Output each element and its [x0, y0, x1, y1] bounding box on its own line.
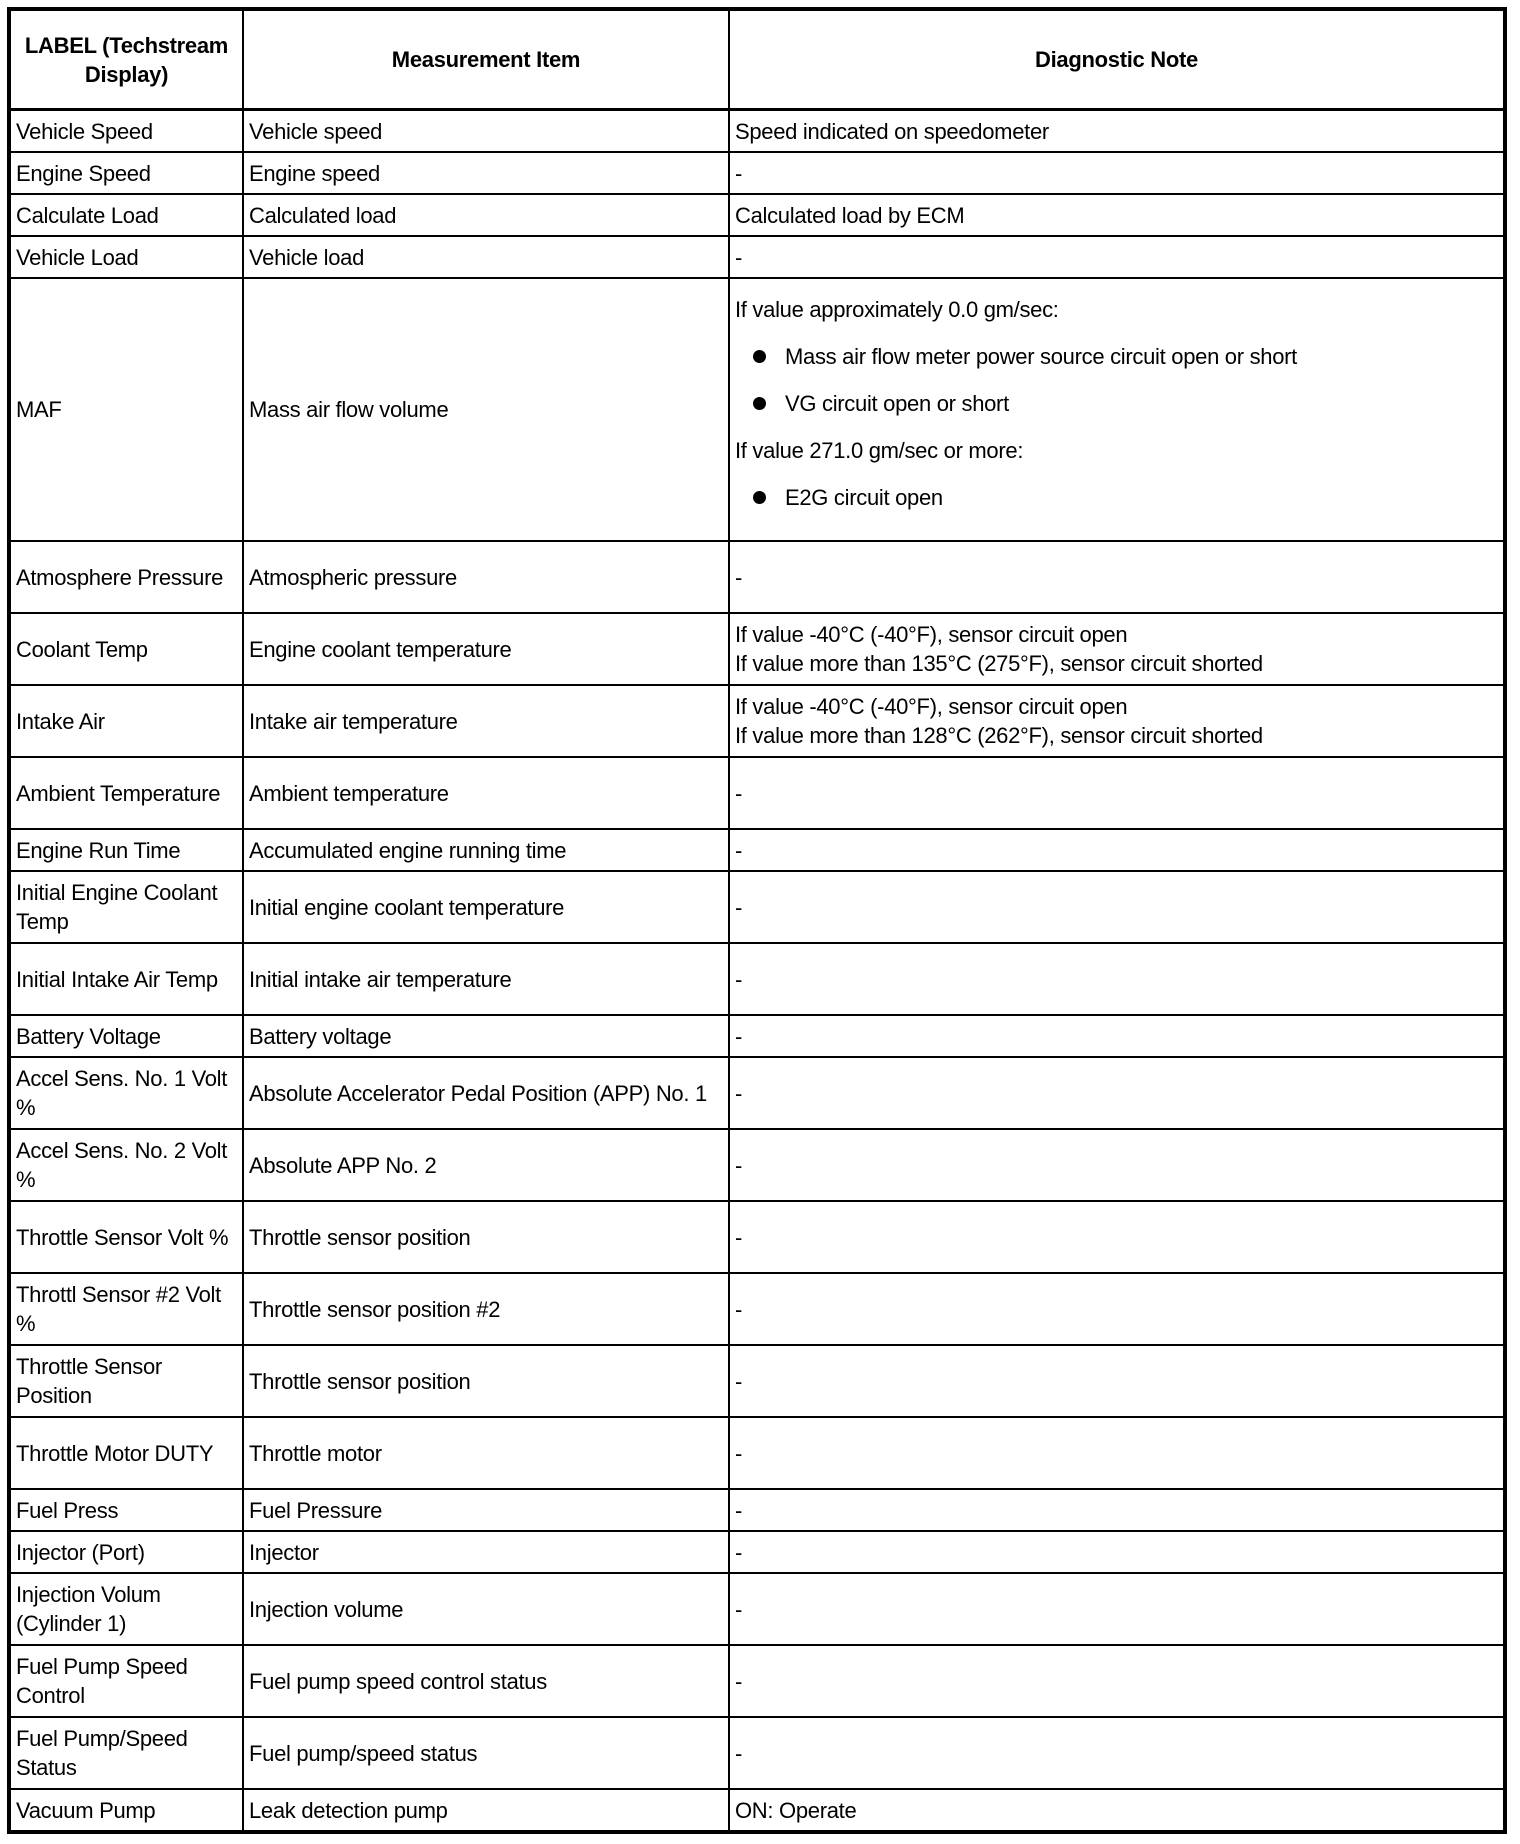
bullet-icon — [753, 350, 766, 363]
cell-diagnostic-note — [729, 757, 1505, 829]
header-label: LABEL (Techstream Display) — [9, 9, 243, 110]
cell-measurement-item: Injector — [243, 1531, 729, 1573]
note-line: - — [735, 244, 743, 270]
header-diagnostic-note: Diagnostic Note — [729, 9, 1505, 110]
table-row — [9, 1057, 1505, 1129]
cell-diagnostic-note — [729, 236, 1505, 278]
cell-label: Ambient Temperature — [9, 757, 243, 829]
table-row — [9, 1345, 1505, 1417]
table-row — [9, 871, 1505, 943]
table-row — [9, 152, 1505, 194]
cell-label: Intake Air — [9, 685, 243, 757]
cell-label: Fuel Press — [9, 1489, 243, 1531]
cell-label: Engine Run Time — [9, 829, 243, 871]
table-row — [9, 1273, 1505, 1345]
cell-label: Fuel Pump Speed Control — [9, 1645, 243, 1717]
table-row — [9, 757, 1505, 829]
note-line: - — [735, 837, 743, 863]
note-line: - — [735, 1296, 743, 1322]
cell-measurement-item: Injection volume — [243, 1573, 729, 1645]
cell-diagnostic-note — [729, 613, 1505, 685]
table-row — [9, 613, 1505, 685]
note-line: - — [735, 780, 743, 806]
data-list-table — [7, 7, 1507, 1834]
cell-diagnostic-note — [729, 110, 1505, 153]
cell-measurement-item: Fuel Pressure — [243, 1489, 729, 1531]
note-line: - — [735, 1368, 743, 1394]
cell-diagnostic-note — [729, 1789, 1505, 1832]
cell-measurement-item: Absolute Accelerator Pedal Position (APP) No. 1 — [243, 1057, 729, 1129]
cell-measurement-item: Engine speed — [243, 152, 729, 194]
note-bullet-item — [753, 483, 1498, 512]
cell-diagnostic-note — [729, 1345, 1505, 1417]
note-line: - — [735, 1440, 743, 1466]
cell-diagnostic-note — [729, 1201, 1505, 1273]
cell-measurement-item: Battery voltage — [243, 1015, 729, 1057]
cell-diagnostic-note — [729, 1573, 1505, 1645]
note-bullet-item — [753, 342, 1498, 371]
cell-measurement-item: Fuel pump/speed status — [243, 1717, 729, 1789]
note-line: - — [735, 894, 743, 920]
cell-diagnostic-note — [729, 1057, 1505, 1129]
cell-measurement-item: Atmospheric pressure — [243, 541, 729, 613]
note-line: - — [735, 1080, 743, 1106]
note-line: - — [735, 1497, 743, 1523]
cell-measurement-item: Intake air temperature — [243, 685, 729, 757]
note-line: If value -40°C (-40°F), sensor circuit open — [735, 694, 1128, 719]
cell-label: Vehicle Load — [9, 236, 243, 278]
cell-diagnostic-note — [729, 685, 1505, 757]
note-line: - — [735, 564, 743, 590]
cell-measurement-item: Vehicle load — [243, 236, 729, 278]
cell-diagnostic-note — [729, 1015, 1505, 1057]
cell-diagnostic-note — [729, 152, 1505, 194]
table-row — [9, 194, 1505, 236]
cell-measurement-item: Leak detection pump — [243, 1789, 729, 1832]
table-row — [9, 1417, 1505, 1489]
note-text: If value 271.0 gm/sec or more: — [735, 438, 1024, 463]
cell-label: Throttle Sensor Position — [9, 1345, 243, 1417]
cell-label: Coolant Temp — [9, 613, 243, 685]
note-line: - — [735, 1740, 743, 1766]
table-row — [9, 1645, 1505, 1717]
note-line: If value more than 135°C (275°F), sensor circuit shorted — [735, 651, 1263, 676]
cell-label: Engine Speed — [9, 152, 243, 194]
cell-diagnostic-note — [729, 1531, 1505, 1573]
note-line: If value more than 128°C (262°F), sensor circuit shorted — [735, 723, 1263, 748]
cell-label: Vehicle Speed — [9, 110, 243, 153]
cell-label: Atmosphere Pressure — [9, 541, 243, 613]
note-line: If value -40°C (-40°F), sensor circuit open — [735, 622, 1128, 647]
header-row — [9, 9, 1505, 110]
cell-measurement-item: Throttle sensor position — [243, 1201, 729, 1273]
note-line: ON: Operate — [735, 1797, 857, 1823]
note-text: E2G circuit open — [785, 485, 943, 510]
note-line: - — [735, 1596, 743, 1622]
cell-diagnostic-note — [729, 829, 1505, 871]
table-row — [9, 110, 1505, 153]
note-text: Mass air flow meter power source circuit open or short — [785, 344, 1297, 369]
cell-measurement-item: Engine coolant temperature — [243, 613, 729, 685]
note-line: - — [735, 1539, 743, 1565]
cell-label: Injection Volum (Cylinder 1) — [9, 1573, 243, 1645]
note-line: - — [735, 1224, 743, 1250]
cell-label: Fuel Pump/Speed Status — [9, 1717, 243, 1789]
cell-label: Injector (Port) — [9, 1531, 243, 1573]
cell-label: Throttle Sensor Volt % — [9, 1201, 243, 1273]
note-text: VG circuit open or short — [785, 391, 1009, 416]
cell-measurement-item: Calculated load — [243, 194, 729, 236]
cell-label: Accel Sens. No. 1 Volt % — [9, 1057, 243, 1129]
cell-measurement-item: Absolute APP No. 2 — [243, 1129, 729, 1201]
note-line: - — [735, 160, 743, 186]
cell-diagnostic-note — [729, 871, 1505, 943]
note-line: - — [735, 1023, 743, 1049]
note-line: - — [735, 1668, 743, 1694]
cell-diagnostic-note — [729, 1129, 1505, 1201]
cell-diagnostic-note — [729, 943, 1505, 1015]
cell-label: Throttle Motor DUTY — [9, 1417, 243, 1489]
cell-diagnostic-note — [729, 194, 1505, 236]
cell-diagnostic-note — [729, 1717, 1505, 1789]
cell-label: Accel Sens. No. 2 Volt % — [9, 1129, 243, 1201]
bullet-icon — [753, 397, 766, 410]
cell-measurement-item: Fuel pump speed control status — [243, 1645, 729, 1717]
cell-diagnostic-note — [729, 1489, 1505, 1531]
cell-measurement-item: Accumulated engine running time — [243, 829, 729, 871]
cell-label: Throttl Sensor #2 Volt % — [9, 1273, 243, 1345]
table-row — [9, 541, 1505, 613]
cell-label: Initial Intake Air Temp — [9, 943, 243, 1015]
note-line — [735, 436, 1498, 465]
cell-measurement-item: Initial engine coolant temperature — [243, 871, 729, 943]
cell-diagnostic-note — [729, 1417, 1505, 1489]
note-bullet-item — [753, 389, 1498, 418]
table-row — [9, 829, 1505, 871]
note-line: Speed indicated on speedometer — [735, 118, 1049, 144]
cell-label: Battery Voltage — [9, 1015, 243, 1057]
cell-measurement-item: Throttle sensor position — [243, 1345, 729, 1417]
cell-diagnostic-note — [729, 1273, 1505, 1345]
note-line — [735, 295, 1498, 324]
table-row — [9, 1717, 1505, 1789]
table-row — [9, 1015, 1505, 1057]
cell-label: Initial Engine Coolant Temp — [9, 871, 243, 943]
cell-label: Calculate Load — [9, 194, 243, 236]
cell-label: Vacuum Pump — [9, 1789, 243, 1832]
cell-measurement-item: Throttle sensor position #2 — [243, 1273, 729, 1345]
cell-label: MAF — [9, 278, 243, 541]
table-row — [9, 236, 1505, 278]
table-row — [9, 1129, 1505, 1201]
bullet-icon — [753, 491, 766, 504]
cell-measurement-item: Mass air flow volume — [243, 278, 729, 541]
cell-diagnostic-note — [729, 1645, 1505, 1717]
note-line: - — [735, 1152, 743, 1178]
table-row — [9, 278, 1505, 541]
header-measurement-item: Measurement Item — [243, 9, 729, 110]
table-row — [9, 1201, 1505, 1273]
table-row — [9, 943, 1505, 1015]
table-row — [9, 1573, 1505, 1645]
cell-diagnostic-note — [729, 541, 1505, 613]
note-line: Calculated load by ECM — [735, 202, 965, 228]
note-text: If value approximately 0.0 gm/sec: — [735, 297, 1059, 322]
table-row — [9, 1489, 1505, 1531]
cell-measurement-item: Vehicle speed — [243, 110, 729, 153]
cell-measurement-item: Initial intake air temperature — [243, 943, 729, 1015]
table-row — [9, 685, 1505, 757]
table-row — [9, 1531, 1505, 1573]
cell-diagnostic-note — [729, 278, 1505, 541]
note-line: - — [735, 966, 743, 992]
table-row — [9, 1789, 1505, 1832]
cell-measurement-item: Ambient temperature — [243, 757, 729, 829]
cell-measurement-item: Throttle motor — [243, 1417, 729, 1489]
